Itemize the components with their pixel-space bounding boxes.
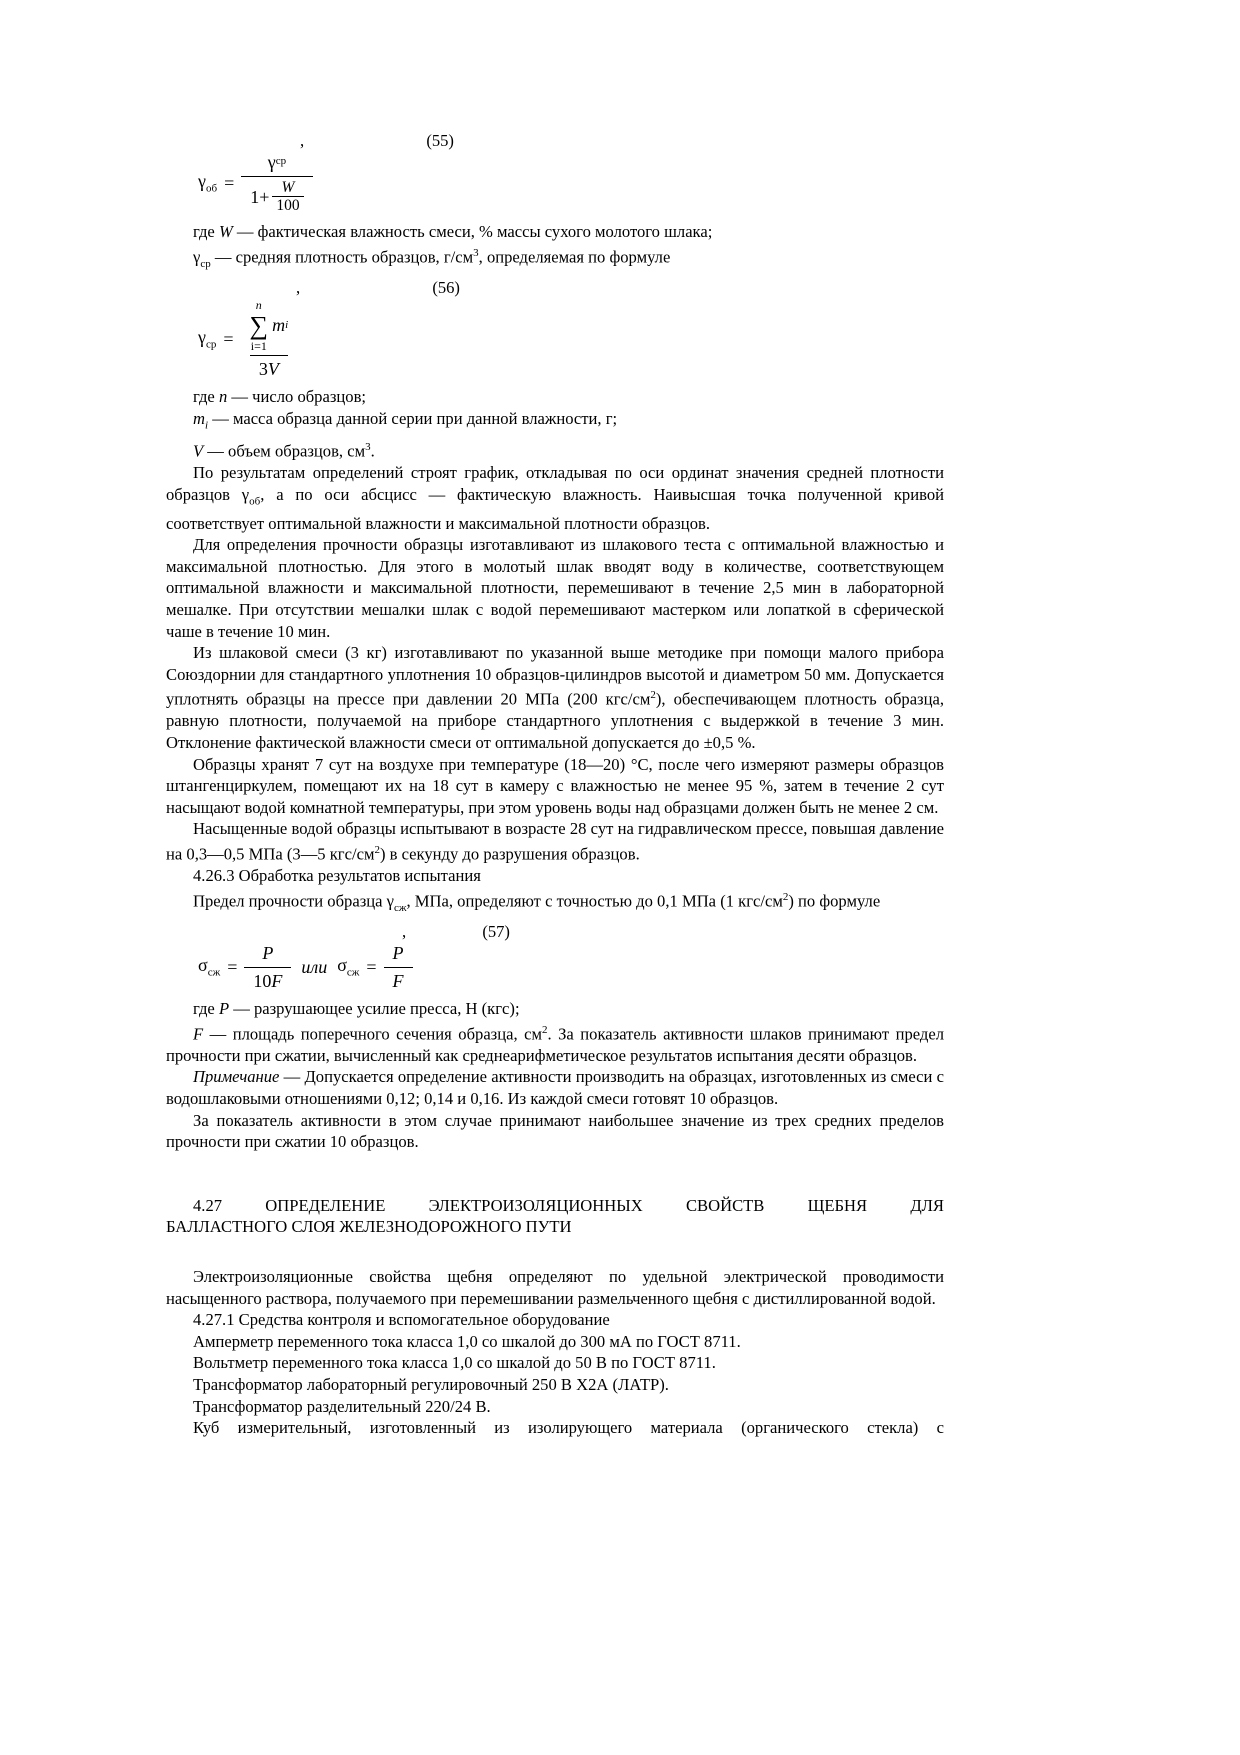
equals-sign: = — [224, 172, 235, 193]
section-4-27-heading — [166, 1195, 944, 1238]
page-content — [166, 128, 944, 1439]
where-w-definition: где W — фактическая влажность смеси, % массы сухого молотого шлака; — [193, 222, 713, 242]
m-i-definition: $m_i$ — масса образца данной серии при данной влажности, г; — [193, 409, 618, 432]
w-over-100-fraction: $\frac{W}{100}$ — [272, 179, 303, 216]
item-voltmeter: Вольтметр переменного тока класса 1,0 со шкалой до 50 В по ГОСТ 8711. — [193, 1353, 716, 1373]
para-storage: Образцы хранят 7 сут на воздухе при температуре (18—20) °С, после чего измеряют размеры образцов штангенциркулем, помещают их на 18 сут в камеру с влажностью не менее 95 %, затем в течение 2 сут насыщают водой комнатной температуры, при этом уровень воды над образцами должен быть не менее 2 см. — [166, 754, 944, 817]
v-definition: V — объем образцов, $см^3$. — [193, 440, 375, 461]
formula-57-lhs-2: $\sigma_{сж}$ — [337, 954, 360, 979]
gamma-sr-definition: $\gamma_{ср}$ — средняя плотность образцов, $г/см^3$, определяемая по формуле — [193, 246, 671, 270]
equals-sign: = — [227, 956, 238, 977]
formula-57-label-line — [166, 921, 944, 942]
formula-55-label-line — [166, 130, 944, 151]
formula-55-lhs: $\gamma_{об}$ — [198, 170, 218, 195]
formula-55-number: (55) — [426, 131, 454, 150]
item-measuring-cube: Куб измерительный, изготовленный из изолирующего материала (органического стекла) с — [193, 1418, 944, 1438]
formula-56-denominator: 3 V — [250, 355, 288, 381]
formula-57-fraction-2: $\frac{P}{F}$ — [384, 942, 413, 992]
formula-56-comma: , — [296, 278, 301, 298]
where-n-definition: где n — число образцов; — [193, 387, 367, 407]
formula-55-denominator: 1+ $\frac{W}{100}$ — [241, 176, 312, 216]
para-strength-prep: Для определения прочности образцы изготавливают из шлакового теста с оптимальной влажностью и максимальной плотностью. Для этого в молотый шлак вводят воду в количестве, соответствующем оптимальной влажности и максимальной плотности, перемешивают в течение 2,5 мин в лабораторной мешалке. При отсутствии мешалки шлак с водой перемешивают мастерком или лопаткой в сферической чаше в течение 10 мин. — [166, 535, 944, 641]
equals-sign: = — [223, 329, 234, 350]
para-results-graph: По результатам определений строят график, откладывая по оси ординат значения средней плотности образцов $\gamma_{об}$, а по оси абсцисс — фактическую влажность. Наивысшая точка полученной кривой соответствует оптимальной влажности и максимальной плотности образцов. — [166, 463, 944, 533]
item-transformer-isolation: Трансформатор разделительный 220/24 В. — [193, 1396, 491, 1416]
formula-55-fraction — [241, 151, 312, 215]
formula-57-number: (57) — [482, 922, 510, 942]
formula-56-block — [166, 277, 944, 380]
formula-55 — [198, 151, 944, 215]
formula-56-number: (56) — [432, 278, 460, 298]
f-definition: F — площадь поперечного сечения образца, $см^2$. За показатель активности шлаков принимают предел прочности при сжатии, вычисленный как среднеарифметическое результатов испытания десяти образцов. — [166, 1023, 944, 1065]
para-testing: Насыщенные водой образцы испытывают в возрасте 28 сут на гидравлическом прессе, повышая давление на 0,3—0,5 МПа (3—5 кгс/$см^2$) в секунду до разрушения образцов. — [166, 819, 944, 864]
formula-56-numerator: n ∑ i=1 m i — [249, 298, 289, 353]
or-word: или — [301, 956, 328, 977]
item-ammeter: Амперметр переменного тока класса 1,0 со шкалой до 300 мА по ГОСТ 8711. — [193, 1331, 741, 1351]
summation-symbol: n ∑ i=1 — [249, 298, 269, 353]
item-transformer-latr: Трансформатор лабораторный регулировочный 250 В Х2А (ЛАТР). — [193, 1375, 669, 1394]
section-4-27-heading-line1: 4.27 ОПРЕДЕЛЕНИЕ ЭЛЕКТРОИЗОЛЯЦИОННЫХ СВОЙСТВ ЩЕБНЯ ДЛЯ — [193, 1195, 944, 1215]
formula-55-numerator: γ ср — [267, 152, 287, 172]
clause-4-27-1-title: 4.27.1 Средства контроля и вспомогательное оборудование — [193, 1310, 610, 1330]
formula-55-block — [166, 130, 944, 215]
formula-57 — [198, 942, 944, 992]
formula-56 — [198, 298, 944, 380]
clause-4-26-3-title: 4.26.3 Обработка результатов испытания — [193, 866, 481, 886]
note-paragraph: Примечание — Допускается определение активности производить на образцах, изготовленных из смеси с водошлаковыми отношениями 0,12; 0,14 и 0,16. Из каждой смеси готовят 10 образцов. — [166, 1067, 944, 1109]
formula-57-fraction-1: P 10 F — [244, 942, 291, 992]
formula-56-fraction — [241, 298, 298, 380]
formula-57-denominator-1: 10 F — [244, 967, 291, 993]
section-4-27-heading-line2: БАЛЛАСТНОГО СЛОЯ ЖЕЛЕЗНОДОРОЖНОГО ПУТИ — [166, 1217, 572, 1237]
para-strength-formula-intro: Предел прочности образца $\gamma_{сж}$, МПа, определяют с точностью до 0,1 МПа (1 кгс/$см^2$) по формуле — [193, 890, 881, 914]
para-slag-mix: Из шлаковой смеси (3 кг) изготавливают по указанной выше методике при помощи малого прибора Союздорнии для стандартного уплотнения 10 образцов-цилиндров высотой и диаметром 50 мм. Допускается уплотнять образцы на прессе при давлении 20 МПа (200 кгс/$см^2$), обеспечивающем плотность образца, равную плотности, получаемой на приборе стандартного уплотнения с выдержкой в течение 3 мин. Отклонение фактической влажности смеси от оптимальной допускается до ±0,5 %. — [166, 643, 945, 753]
para-activity-indicator: За показатель активности в этом случае принимают наибольшее значение из трех средних пределов прочности при сжатии 10 образцов. — [166, 1110, 944, 1152]
where-p-definition: где P — разрушающее усилие пресса, Н (кгс); — [193, 999, 520, 1019]
equals-sign: = — [366, 956, 377, 977]
formula-57-block — [166, 921, 944, 992]
formula-57-lhs: $\sigma_{сж}$ — [198, 954, 221, 979]
formula-56-lhs: $\gamma_{ср}$ — [198, 327, 217, 351]
formula-55-comma: , — [300, 131, 305, 150]
formula-57-comma: , — [402, 922, 407, 942]
para-electro-properties: Электроизоляционные свойства щебня определяют по удельной электрической проводимости насыщенного раствора, получаемого при перемешивании размельченного щебня с дистиллированной водой. — [166, 1267, 944, 1308]
formula-56-label-line — [166, 277, 944, 298]
